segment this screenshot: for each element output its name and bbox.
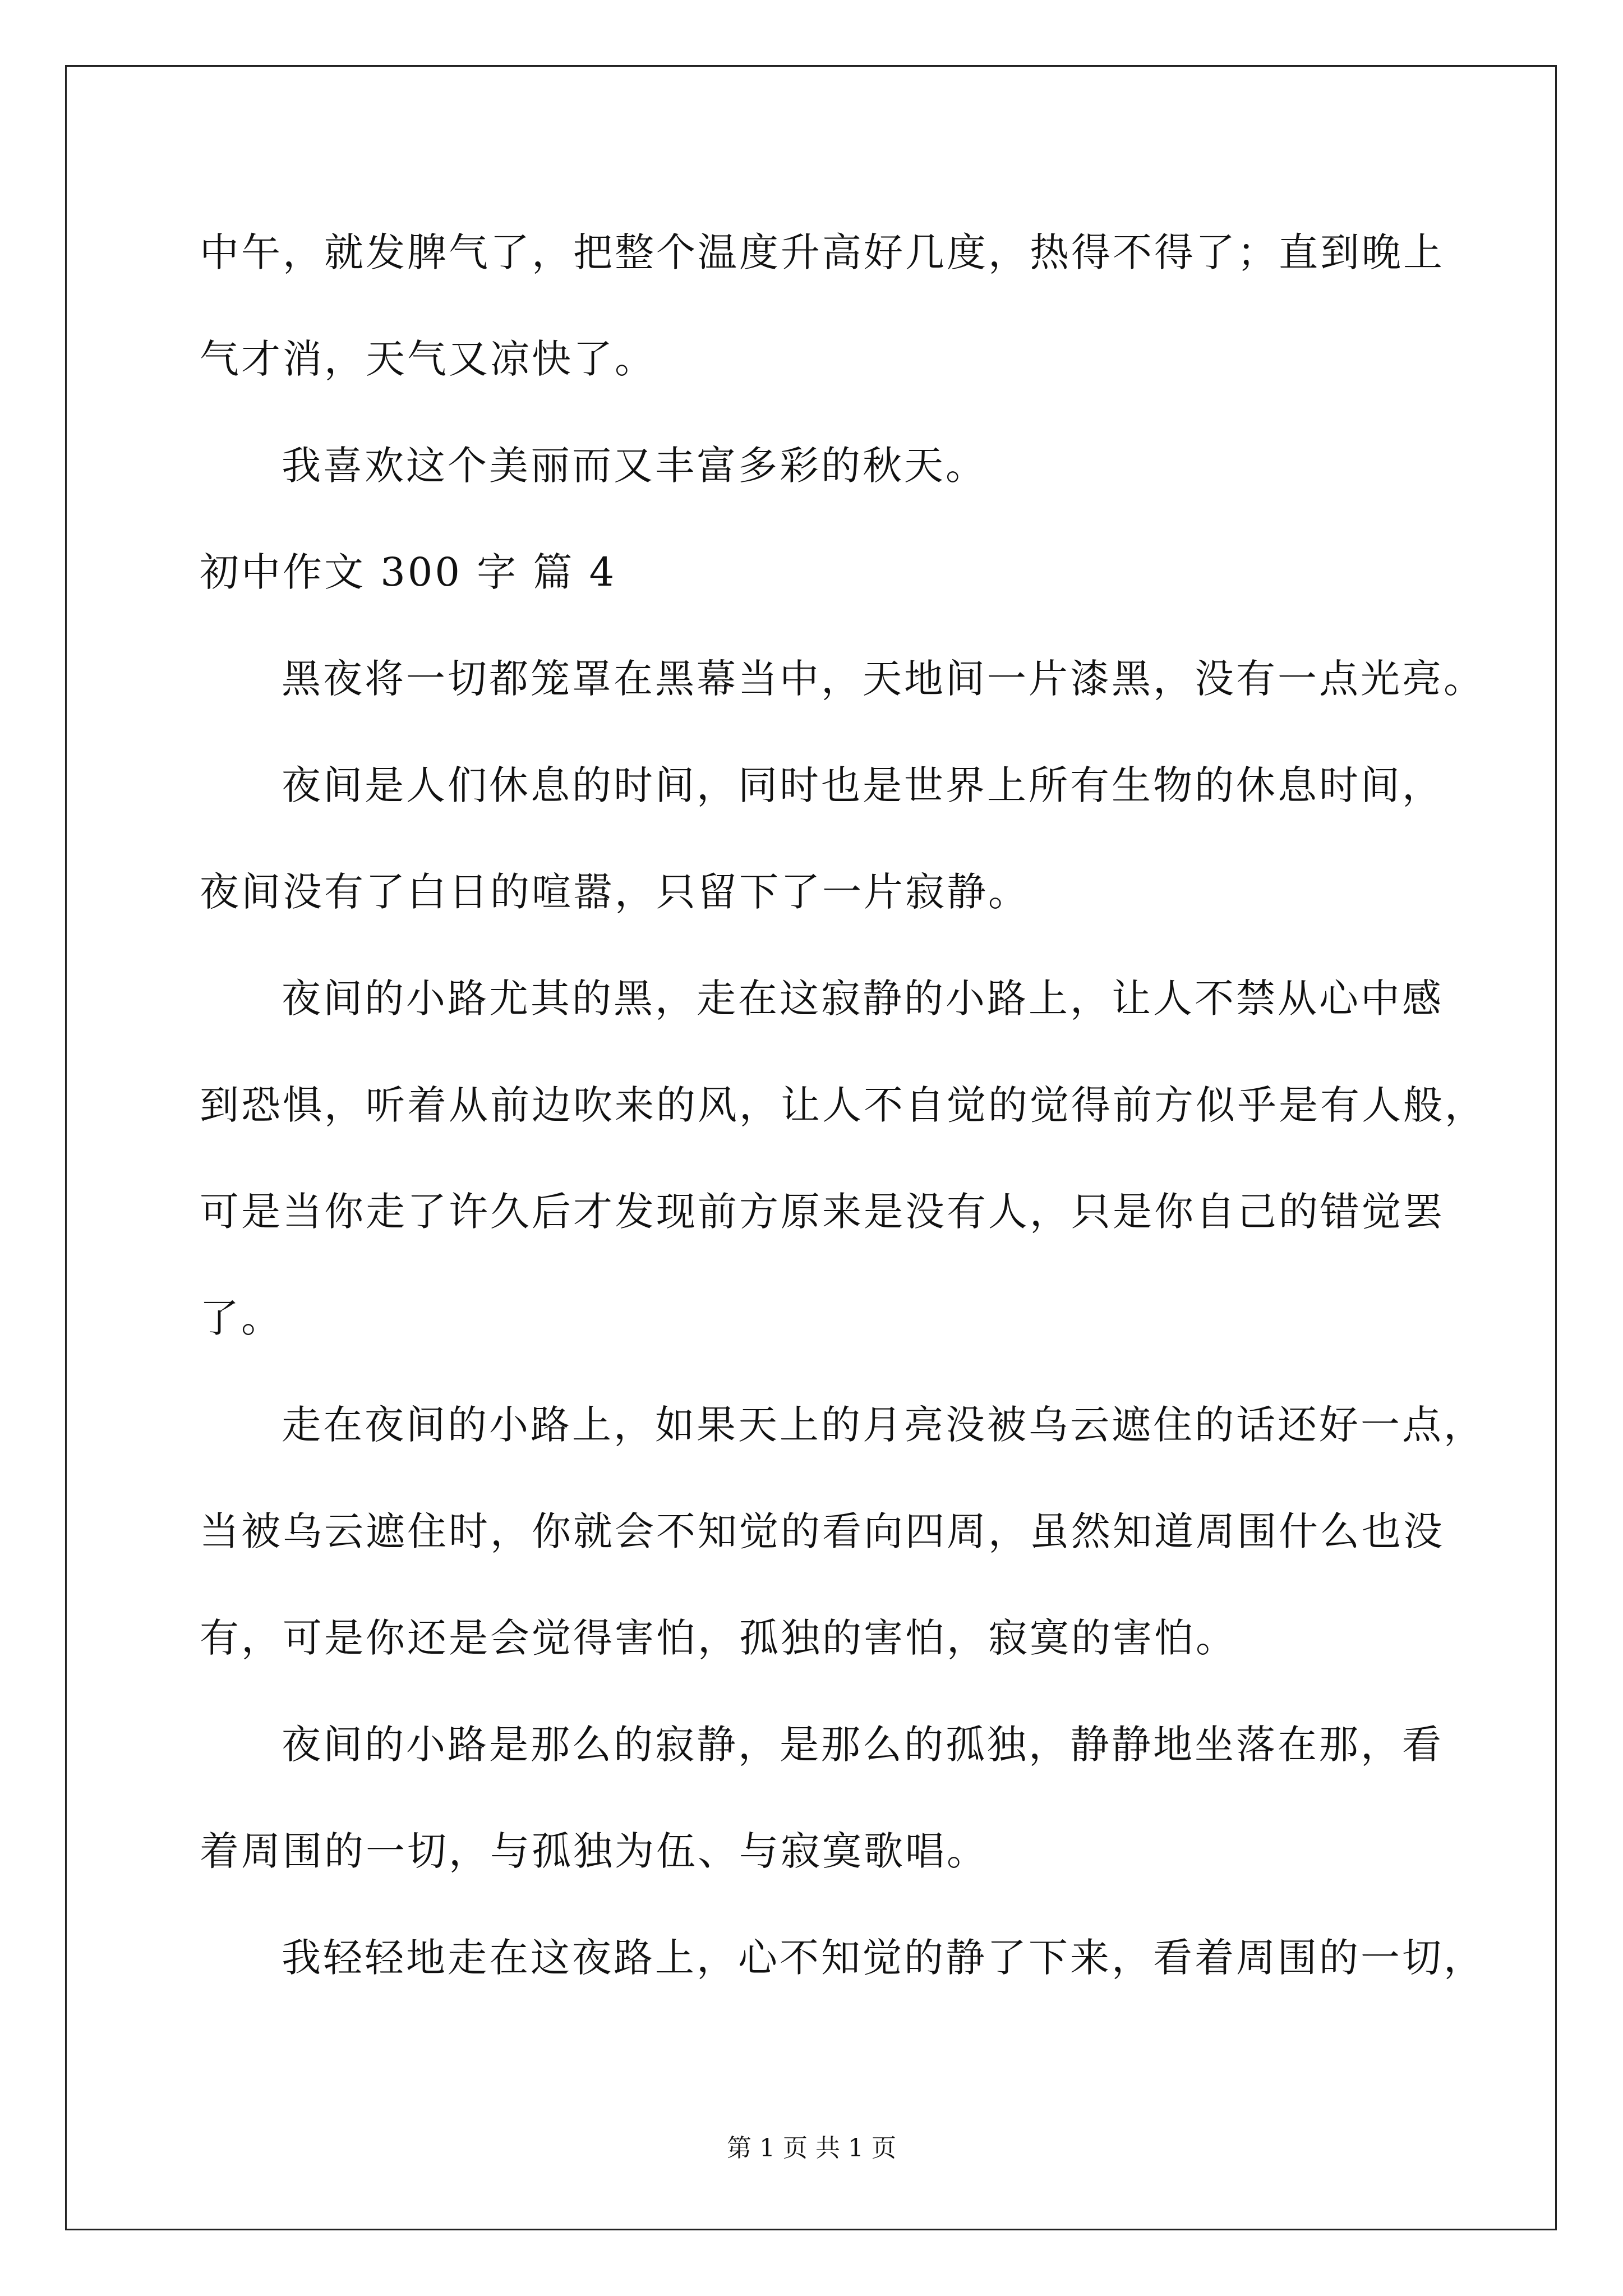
- text-line-17: 我轻轻地走在这夜路上，心不知觉的静了下来，看着周围的一切，: [282, 1935, 1485, 1981]
- page-footer: 第 1 页 共 1 页: [727, 2134, 896, 2162]
- text-line-1: 中午，就发脾气了，把整个温度升高好几度，热得不得了；直到晚上: [200, 229, 1445, 275]
- text-line-10: 可是当你走了许久后才发现前方原来是没有人，只是你自己的错觉罢: [200, 1189, 1445, 1235]
- text-line-11: 了。: [200, 1295, 283, 1341]
- text-line-16: 着周围的一切，与孤独为伍、与寂寞歌唱。: [200, 1828, 988, 1874]
- text-line-7: 夜间没有了白日的喧嚣，只留下了一片寂静。: [200, 869, 1030, 915]
- page-border: [65, 65, 1557, 2230]
- text-line-15: 夜间的小路是那么的寂静，是那么的孤独，静静地坐落在那，看: [282, 1722, 1444, 1768]
- text-line-6: 夜间是人们休息的时间，同时也是世界上所有生物的休息时间，: [282, 762, 1444, 808]
- text-line-5: 黑夜将一切都笼罩在黑幕当中，天地间一片漆黑，没有一点光亮。: [282, 656, 1485, 702]
- section-heading: 初中作文 300 字 篇 4: [200, 549, 617, 595]
- text-line-8: 夜间的小路尤其的黑，走在这寂静的小路上，让人不禁从心中感: [282, 976, 1444, 1022]
- text-line-9: 到恐惧，听着从前边吹来的风，让人不自觉的觉得前方似乎是有人般，: [200, 1082, 1486, 1128]
- text-line-3: 我喜欢这个美丽而又丰富多彩的秋天。: [282, 443, 987, 489]
- text-line-13: 当被乌云遮住时，你就会不知觉的看向四周，虽然知道周围什么也没: [200, 1508, 1445, 1554]
- text-line-14: 有，可是你还是会觉得害怕，孤独的害怕，寂寞的害怕。: [200, 1615, 1237, 1661]
- text-line-12: 走在夜间的小路上，如果天上的月亮没被乌云遮住的话还好一点，: [282, 1402, 1485, 1448]
- text-line-2: 气才消，天气又凉快了。: [200, 336, 656, 382]
